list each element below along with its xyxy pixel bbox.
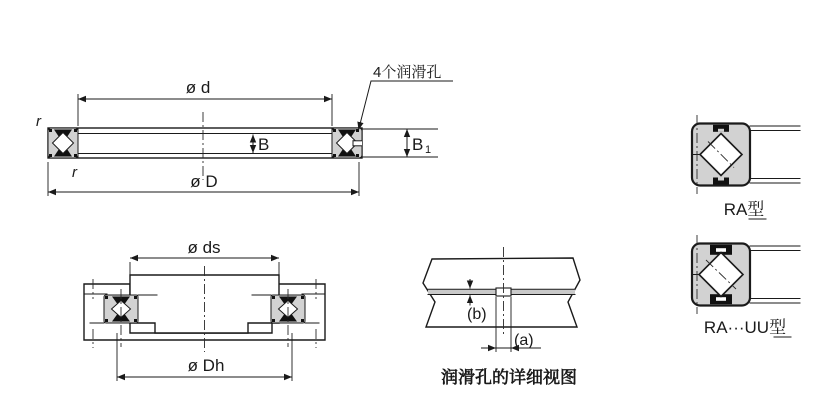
dim-B-label: B <box>258 135 270 154</box>
dim-b-label: (b) <box>467 306 487 323</box>
dim-B1-subscript: 1 <box>425 144 432 156</box>
dim-phi-ds-label: ø ds <box>187 238 221 257</box>
left-ring-section <box>48 128 78 158</box>
dim-a-label: (a) <box>514 332 534 349</box>
fillet-r-label-bottom: r <box>72 164 77 181</box>
lubrication-hole-mark <box>353 141 362 146</box>
lube-holes-callout <box>359 63 454 130</box>
lube-hole-detail-drawing <box>423 247 580 387</box>
dim-phi-D-label: ø D <box>190 172 218 191</box>
fillet-r-label-top: r <box>36 113 41 130</box>
right-ring-section <box>332 128 362 158</box>
dim-phi-Dh-label: ø Dh <box>187 356 225 375</box>
dim-phi-d-label: ø d <box>185 78 211 97</box>
dim-B1-label: B <box>412 135 424 154</box>
ra-uu-type-figure <box>692 235 800 337</box>
lube-detail-caption: 润滑孔的详细视图 <box>441 368 577 387</box>
ra-uu-type-label: RA···UU型 <box>703 318 787 337</box>
dim-phi-d <box>78 78 332 126</box>
mounting-example-drawing <box>84 238 325 381</box>
dim-phi-D <box>48 162 359 196</box>
ra-type-figure <box>692 115 800 219</box>
dim-B1 <box>362 129 438 157</box>
lube-holes-callout-label: 4个润滑孔 <box>373 64 442 81</box>
main-cross-section-drawing <box>36 63 453 196</box>
ra-type-label: RA型 <box>723 200 765 219</box>
